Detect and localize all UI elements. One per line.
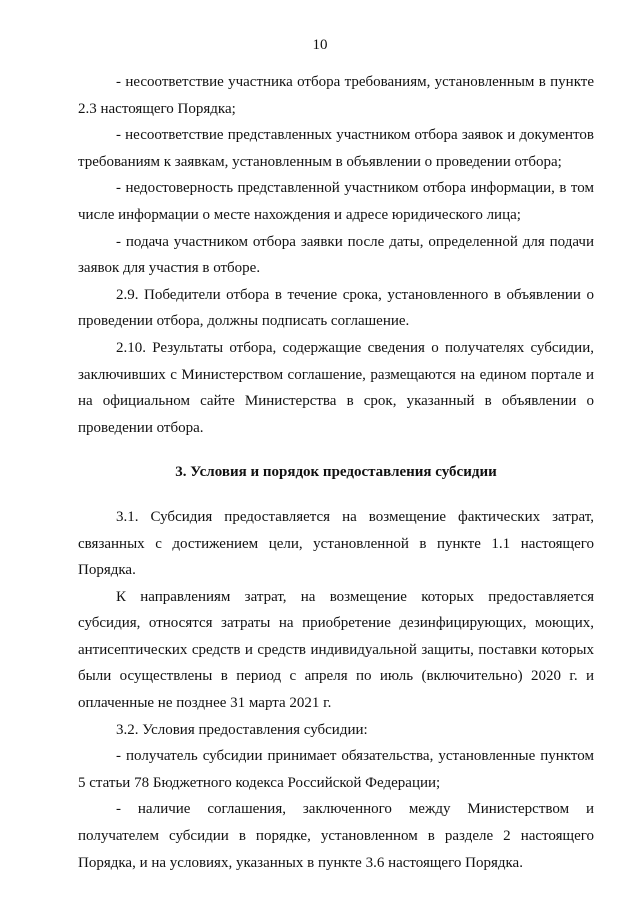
paragraph-bullet-obligations: - получатель субсидии принимает обязательства, установленные пунктом 5 статьи 78 Бюджетного кодекса Российской Федерации;: [78, 748, 594, 791]
page-content: [78, 69, 594, 876]
paragraph-2-10: 2.10. Результаты отбора, содержащие сведения о получателях субсидии, заключивших с Министерством соглашение, размещаются на едином портале и на официальном сайте Министерства в срок, указанный в объявлении о проведении отбора.: [78, 339, 594, 436]
section-3-heading: 3. Условия и порядок предоставления субсидии: [175, 464, 497, 481]
paragraph-bullet-late-application: - подача участником отбора заявки после даты, определенной для подачи заявок для участия в отборе.: [78, 233, 594, 277]
paragraph-3-1: 3.1. Субсидия предоставляется на возмещение фактических затрат, связанных с достижением цели, установленной в пункте 1.1 настоящего Порядка.: [78, 508, 594, 579]
paragraph-2-9: 2.9. Победители отбора в течение срока, установленного в объявлении о проведении отбора, должны подписать соглашение.: [78, 286, 594, 330]
paragraph-cost-directions: К направлениям затрат, на возмещение которых предоставляется субсидия, относятся затраты на приобретение дезинфицирующих, моющих, антисептических средств и средств индивидуальной защиты, поставки которых были осуществлены в период с апреля по июль (включительно) 2020 г. и оплаченные не позднее 31 марта 2021 г.: [78, 588, 594, 712]
paragraph-bullet-requirements-mismatch: - несоответствие участника отбора требованиям, установленным в пункте 2.3 настоящего Порядка;: [78, 74, 594, 117]
paragraph-bullet-application-mismatch: - несоответствие представленных участником отбора заявок и документов требованиям к заявкам, установленным в объявлении о проведении отбора;: [78, 127, 594, 170]
paragraph-3-2: 3.2. Условия предоставления субсидии:: [116, 721, 368, 738]
paragraph-bullet-false-information: - недостоверность представленной участником отбора информации, в том числе информации о месте нахождения и адресе юридического лица;: [78, 180, 594, 223]
paragraph-bullet-agreement: - наличие соглашения, заключенного между Министерством и получателем субсидии в порядке, установленном в разделе 2 настоящего Порядка, и на условиях, указанных в пункте 3.6 настоящего Порядка.: [78, 801, 594, 871]
page-number: 10: [312, 37, 328, 53]
